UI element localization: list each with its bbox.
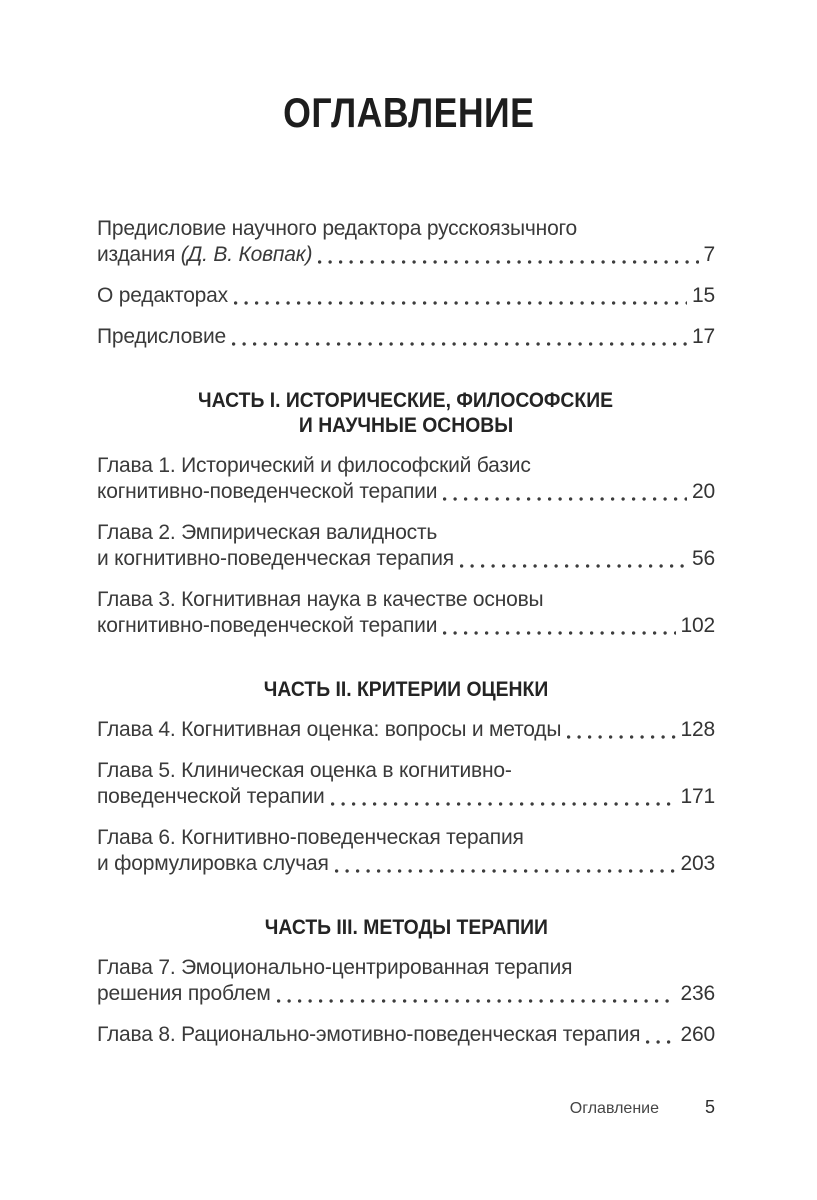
toc-entry-text: решения проблем xyxy=(97,982,271,1005)
dot-leader xyxy=(234,301,687,305)
toc-entry-text: О редакторах xyxy=(97,284,228,307)
toc-entry xyxy=(97,758,715,810)
toc-page-number: 260 xyxy=(680,1023,715,1046)
toc-entry-leader-line xyxy=(97,784,715,810)
toc-page-number: 56 xyxy=(692,547,715,570)
dot-leader xyxy=(567,735,675,739)
dot-leader xyxy=(277,999,676,1003)
toc-entry-text-wrap xyxy=(97,717,561,743)
toc-entry-text: и формулировка случая xyxy=(97,852,329,875)
toc-entry-text: Предисловие научного редактора русскоязычного xyxy=(97,217,578,240)
dot-leader xyxy=(318,260,698,264)
toc-entry-text: когнитивно-поведенческой терапии xyxy=(97,614,438,637)
toc-entry-text-wrap xyxy=(97,784,325,810)
toc-entry-leader-line xyxy=(97,981,715,1007)
toc-entry xyxy=(97,520,715,572)
page-footer xyxy=(570,1097,715,1118)
toc-entry-leader-line xyxy=(97,717,715,743)
dot-leader xyxy=(232,342,687,346)
toc-entry-text-wrap xyxy=(97,324,226,350)
toc-entry-text: Глава 3. Когнитивная наука в качестве основы xyxy=(97,588,544,611)
toc-page-number: 102 xyxy=(680,614,715,637)
toc-entry-leader-line xyxy=(97,283,715,309)
section-heading xyxy=(97,677,715,702)
toc-entry-leader-line xyxy=(97,242,715,268)
section-heading-text: ЧАСТЬ III. МЕТОДЫ ТЕРАПИИ xyxy=(264,915,548,939)
dot-leader xyxy=(335,869,676,873)
toc-entry-leader-line xyxy=(97,1022,715,1048)
toc-page-number: 17 xyxy=(692,325,715,348)
toc-entry-text: Предисловие xyxy=(97,325,227,348)
footer-running-title: Оглавление xyxy=(569,1100,659,1117)
toc-page-number: 203 xyxy=(680,852,715,875)
toc-entry xyxy=(97,283,715,309)
section-heading-line xyxy=(97,413,715,438)
toc-entry-text-wrap xyxy=(97,981,271,1007)
toc-entry xyxy=(97,453,715,505)
toc-entry-text: Глава 8. Рационально-эмотивно-поведенческая терапия xyxy=(97,1023,641,1046)
toc-entry-text: Глава 1. Исторический и философский базис xyxy=(97,454,531,477)
section-heading-text: ЧАСТЬ II. КРИТЕРИИ ОЦЕНКИ xyxy=(263,677,549,701)
section-heading xyxy=(97,915,715,940)
section-heading-line xyxy=(97,388,715,413)
dot-leader xyxy=(460,564,687,568)
section-heading-text: ЧАСТЬ I. ИСТОРИЧЕСКИЕ, ФИЛОСОФСКИЕ xyxy=(198,388,614,412)
toc-entry-text: издания xyxy=(97,243,181,266)
toc-entry-text: когнитивно-поведенческой терапии xyxy=(97,480,438,503)
dot-leader xyxy=(331,802,676,806)
section-heading-line xyxy=(97,915,715,940)
toc-entry-text: Глава 5. Клиническая оценка в когнитивно- xyxy=(97,759,512,782)
dot-leader xyxy=(443,497,687,501)
toc-entry-text-wrap xyxy=(97,242,312,268)
toc-entry-leader-line xyxy=(97,613,715,639)
toc-list xyxy=(97,216,715,1048)
toc-entry-text: и когнитивно-поведенческая терапия xyxy=(97,547,454,570)
toc-entry-leader-line xyxy=(97,479,715,505)
toc-entry-leader-line xyxy=(97,546,715,572)
toc-entry-leader-line xyxy=(97,851,715,877)
toc-entry-editor-name: (Д. В. Ковпак) xyxy=(180,243,313,266)
toc-entry-text-wrap xyxy=(97,851,329,877)
toc-entry-text: Глава 4. Когнитивная оценка: вопросы и методы xyxy=(97,718,562,741)
toc-entry-text-wrap xyxy=(97,479,437,505)
toc-entry xyxy=(97,825,715,877)
page-title xyxy=(0,0,817,135)
toc-page-number: 15 xyxy=(692,284,715,307)
toc-entry-text: Глава 2. Эмпирическая валидность xyxy=(97,521,438,544)
toc-entry xyxy=(97,1022,715,1048)
toc-entry-leader-line xyxy=(97,324,715,350)
toc-entry-text: Глава 6. Когнитивно-поведенческая терапия xyxy=(97,826,524,849)
toc-page-number: 128 xyxy=(680,718,715,741)
toc-page-number: 20 xyxy=(692,480,715,503)
footer-page-number: 5 xyxy=(704,1097,715,1117)
toc-entry xyxy=(97,717,715,743)
toc-entry xyxy=(97,216,715,268)
toc-entry xyxy=(97,955,715,1007)
dot-leader xyxy=(443,631,675,635)
toc-page-number: 7 xyxy=(703,243,715,266)
toc-entry-text: поведенческой терапии xyxy=(97,785,325,808)
toc-entry-text-wrap xyxy=(97,613,437,639)
toc-entry-text-wrap xyxy=(97,546,454,572)
section-heading-line xyxy=(97,677,715,702)
section-heading-text: И НАУЧНЫЕ ОСНОВЫ xyxy=(298,413,514,437)
toc-entry xyxy=(97,587,715,639)
section-heading xyxy=(97,388,715,438)
toc-entry-text-wrap xyxy=(97,283,228,309)
page-title-text: ОГЛАВЛЕНИЕ xyxy=(282,89,535,136)
toc-entry-text-wrap xyxy=(97,1022,640,1048)
toc-entry-text: Глава 7. Эмоционально-центрированная терапия xyxy=(97,956,573,979)
toc-entry xyxy=(97,324,715,350)
dot-leader xyxy=(646,1040,675,1044)
toc-page-number: 236 xyxy=(680,982,715,1005)
toc-page-number: 171 xyxy=(680,785,715,808)
